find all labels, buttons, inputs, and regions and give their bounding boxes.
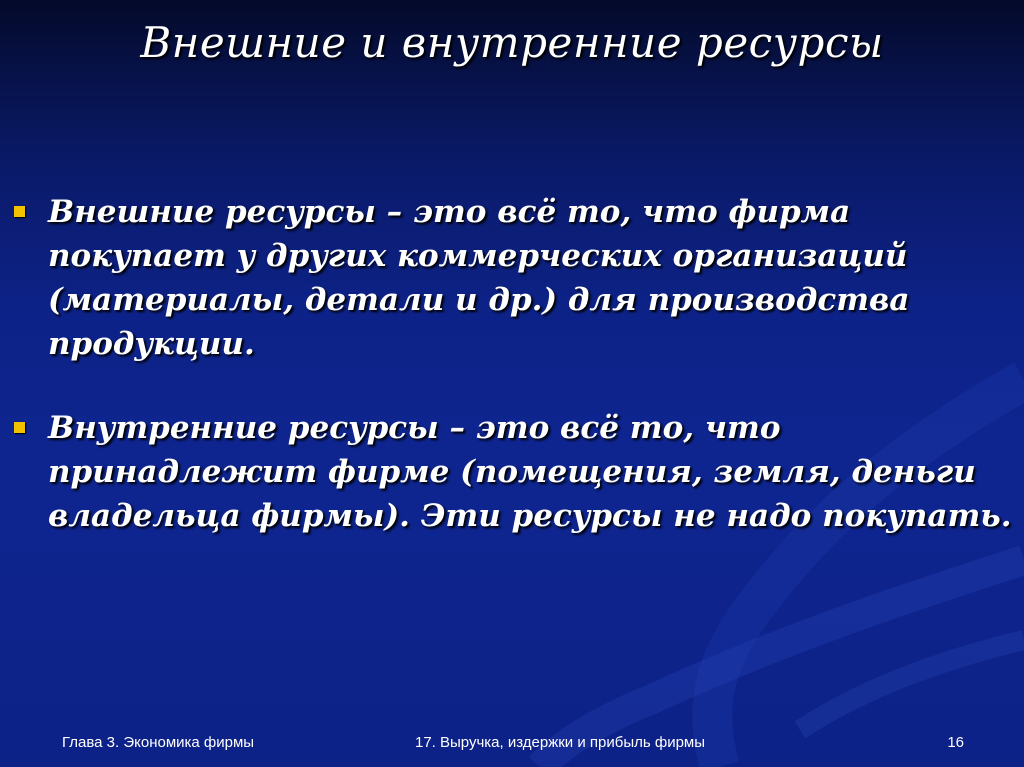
bullet-text: Внутренние ресурсы – это всё то, что принадлежит фирме (помещения, земля, деньги владельца фирмы). Эти ресурсы не надо покупать. [48, 410, 1012, 534]
bullet-list [14, 190, 1014, 578]
footer-section: 17. Выручка, издержки и прибыль фирмы [414, 734, 706, 751]
bullet-item-external-resources [14, 190, 1014, 366]
footer-page-number: 16 [947, 734, 964, 751]
footer-chapter: Глава 3. Экономика фирмы [62, 734, 255, 751]
bullet-text: Внешние ресурсы – это всё то, что фирма покупает у других коммерческих организаций (материалы, детали и др.) для производства продукции. [48, 194, 910, 362]
bullet-item-internal-resources [14, 406, 1014, 538]
slide-title: Внешние и внутренние ресурсы [140, 18, 884, 67]
square-bullet-icon [14, 422, 25, 433]
square-bullet-icon [14, 206, 25, 217]
